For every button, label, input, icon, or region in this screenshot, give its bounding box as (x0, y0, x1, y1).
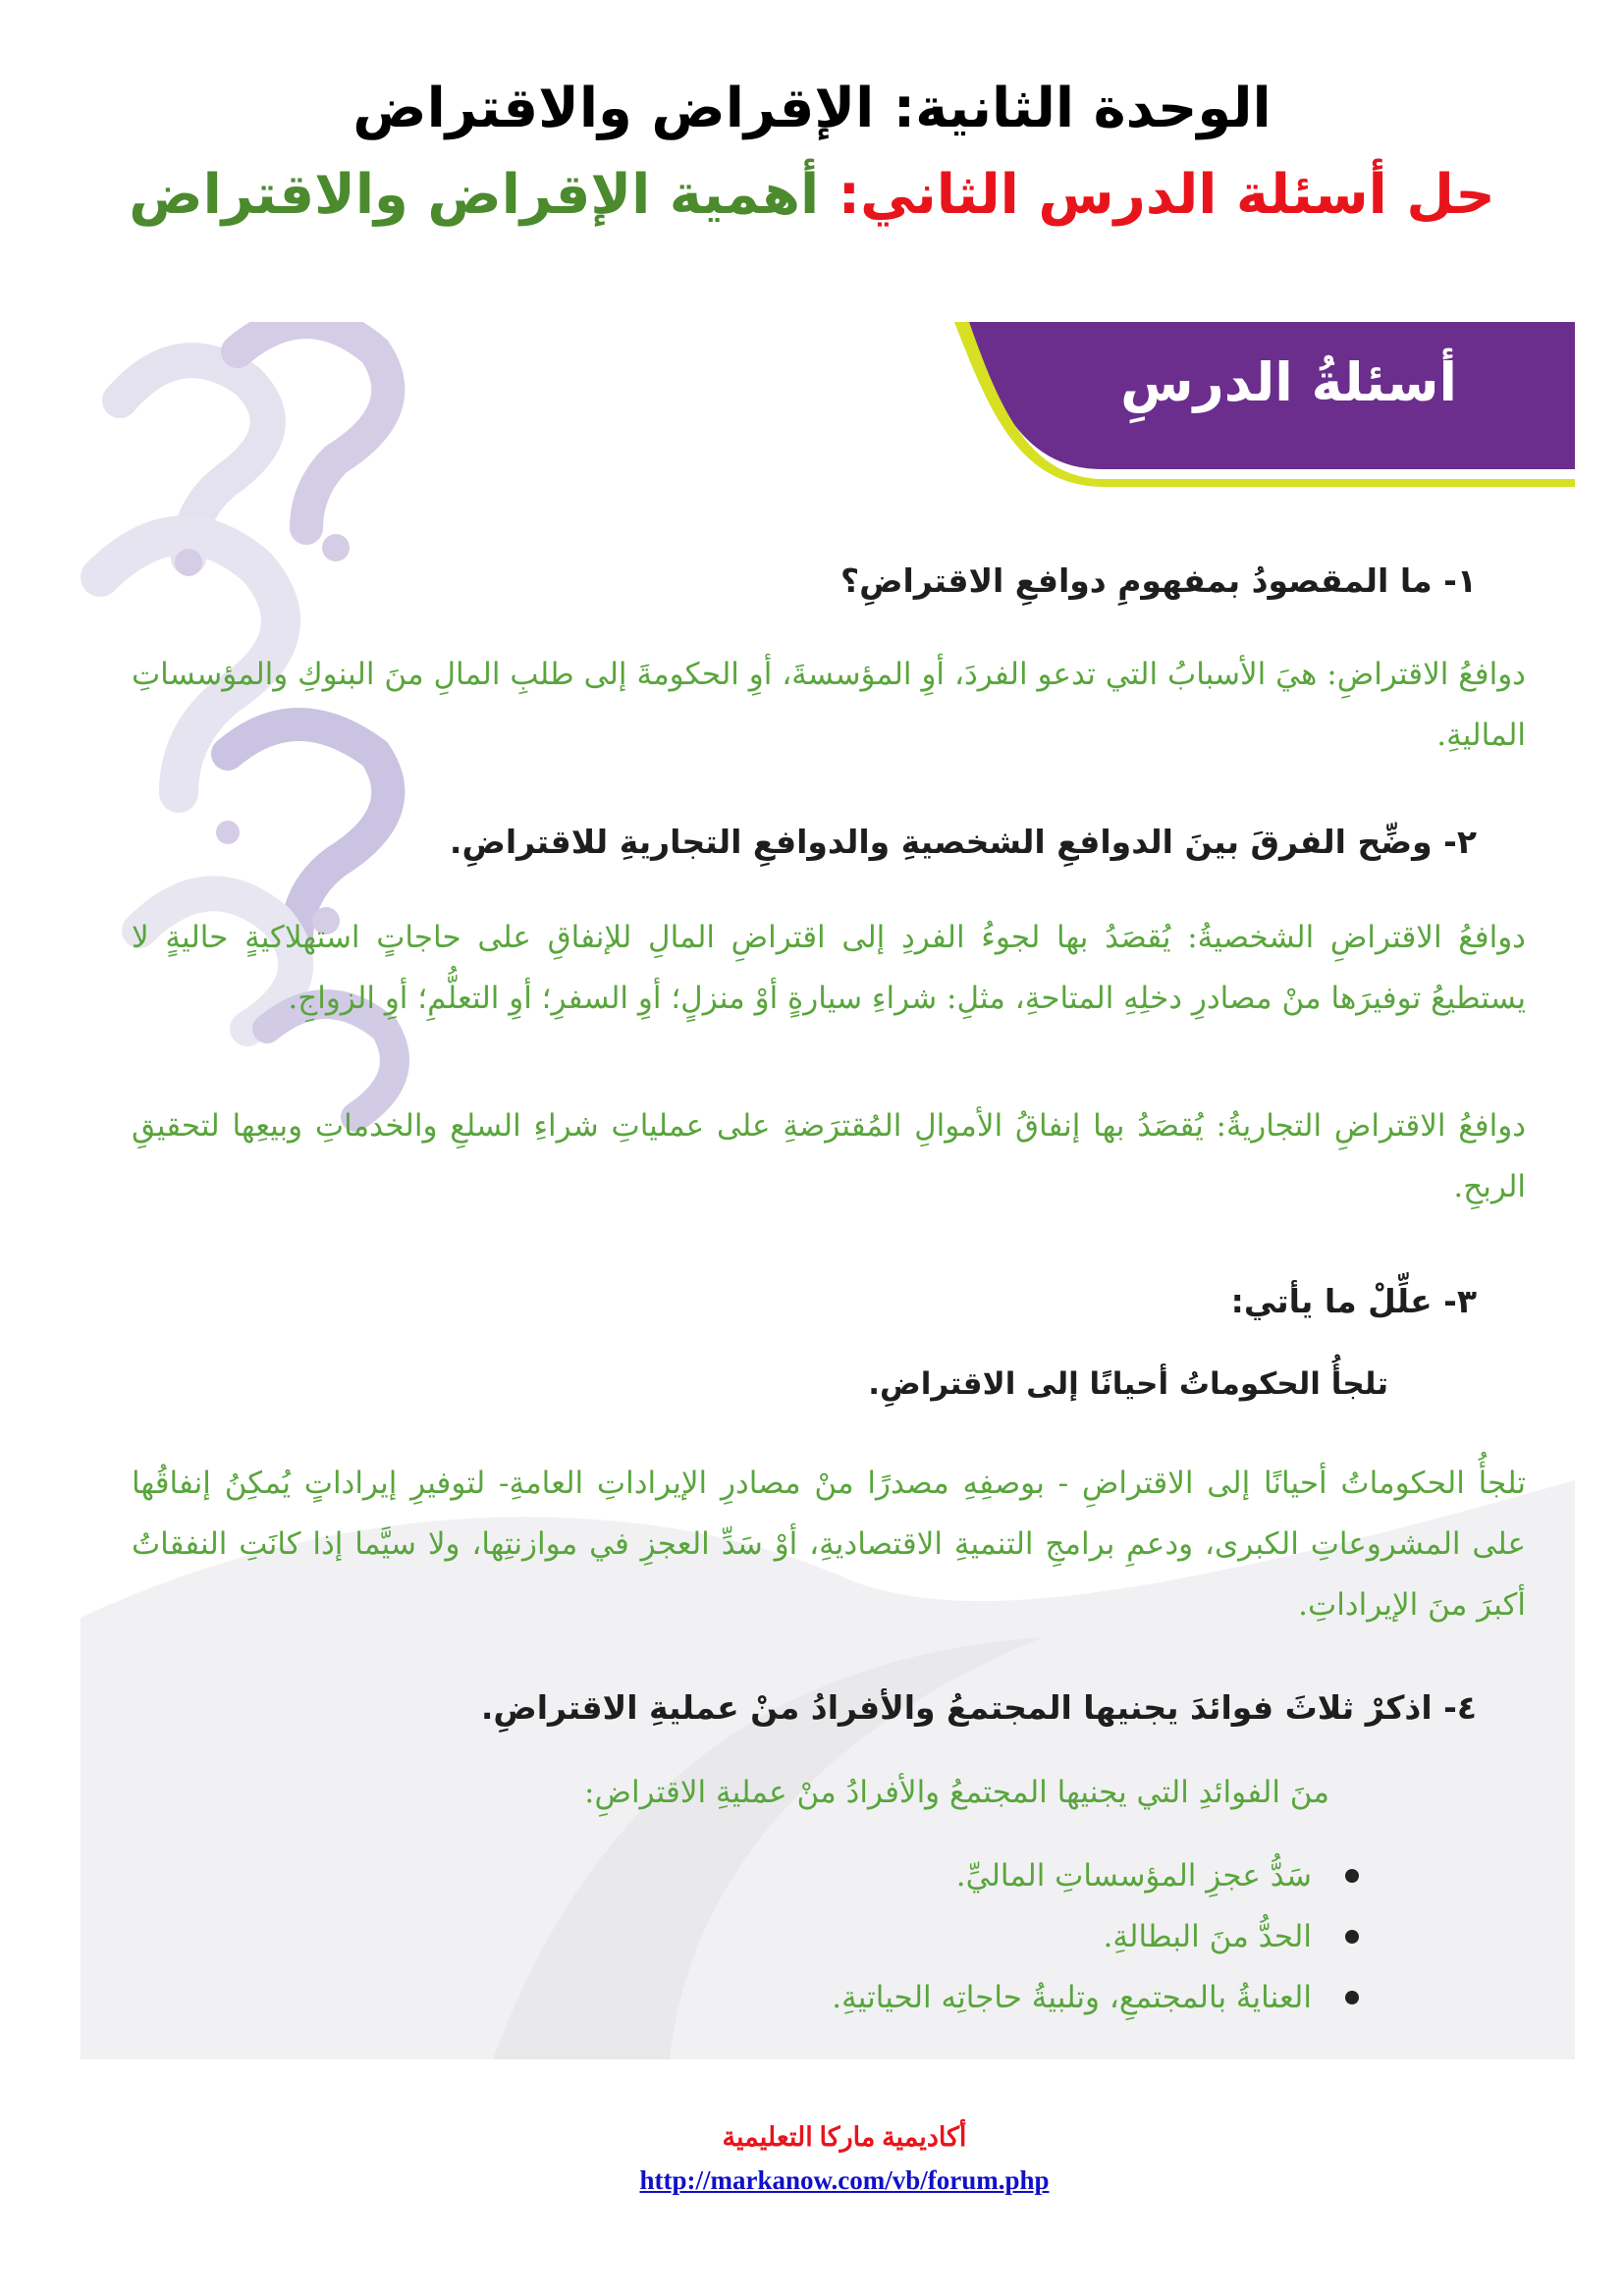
answer-4-list (832, 1845, 1359, 2028)
bullet-icon (1345, 1930, 1359, 1944)
question-3-item: تلجأُ الحكوماتُ أحيانًا إلى الاقتراضِ. (868, 1366, 1388, 1402)
answer-2-business: دوافعُ الاقتراضِ التجاريةُ: يُقصَدُ بها إنفاقُ الأموالِ المُقترَضةِ على عملياتِ شراءِ السلعِ والخدماتِ وبيعِها لتحقيقِ الربحِ. (132, 1108, 1526, 1204)
question-3: ٣- علِّلْ ما يأتي: (1230, 1282, 1477, 1320)
list-item: الحدُّ منَ البطالةِ. (832, 1906, 1359, 1967)
footer-link[interactable]: http://markanow.com/vb/forum.php (639, 2165, 1050, 2195)
lesson-title (0, 163, 1624, 227)
question-4: ٤- اذكرْ ثلاثَ فوائدَ يجنيها المجتمعُ والأفرادُ منْ عمليةِ الاقتراضِ. (480, 1688, 1477, 1727)
bullet-icon (1345, 1991, 1359, 2004)
answer-3: تلجأُ الحكوماتُ أحيانًا إلى الاقتراضِ - بوصفِهِ مصدرًا منْ مصادرِ الإيراداتِ العامةِ- لتوفيرِ إيراداتٍ يُمكِنُ إنفاقُها على المشروعاتِ الكبرى، ودعمِ برامجِ التنميةِ الاقتصاديةِ، أوْ سَدِّ العجزِ في موازنتِها، ولا سيَّما إذا كانَتِ النفقاتُ أكبرَ منَ الإيراداتِ. (132, 1466, 1526, 1623)
list-item: العنايةُ بالمجتمعِ، وتلبيةُ حاجاتِه الحياتيةِ. (832, 1967, 1359, 2028)
answer-4-intro: منَ الفوائدِ التي يجنيها المجتمعُ والأفرادُ منْ عمليةِ الاقتراضِ: (584, 1775, 1329, 1810)
banner-label: أسئلةُ الدرسِ (1120, 351, 1457, 413)
footer-academy: أكاديمية ماركا التعليمية (722, 2122, 967, 2152)
bullet-icon (1345, 1869, 1359, 1883)
lesson-title-prefix: حل أسئلة الدرس الثاني: (838, 163, 1495, 227)
unit-title: الوحدة الثانية: الإقراض والاقتراض (352, 77, 1272, 140)
lesson-title-name: أهمية الإقراض والاقتراض (129, 163, 820, 227)
answer-2-personal: دوافعُ الاقتراضِ الشخصيةُ: يُقصَدُ بها لجوءُ الفردِ إلى اقتراضِ المالِ للإنفاقِ على حاجاتٍ استهلاكيةٍ حاليةٍ لا يستطيعُ توفيرَها منْ مصادرِ دخلِهِ المتاحةِ، مثلِ: شراءِ سيارةٍ أوْ منزلٍ؛ أوِ السفرِ؛ أوِ التعلُّمِ؛ أوِ الزواجِ. (132, 920, 1526, 1016)
list-item: سَدُّ عجزِ المؤسساتِ الماليِّ. (832, 1845, 1359, 1906)
question-1: ١- ما المقصودُ بمفهومِ دوافعِ الاقتراضِ؟ (839, 561, 1477, 600)
question-2: ٢- وضِّح الفرقَ بينَ الدوافعِ الشخصيةِ والدوافعِ التجاريةِ للاقتراضِ. (449, 823, 1477, 861)
answer-1: دوافعُ الاقتراضِ: هيَ الأسبابُ التي تدعو الفردَ، أوِ المؤسسةَ، أوِ الحكومةَ إلى طلبِ المالِ منَ البنوكِ والمؤسساتِ الماليةِ. (132, 657, 1526, 753)
